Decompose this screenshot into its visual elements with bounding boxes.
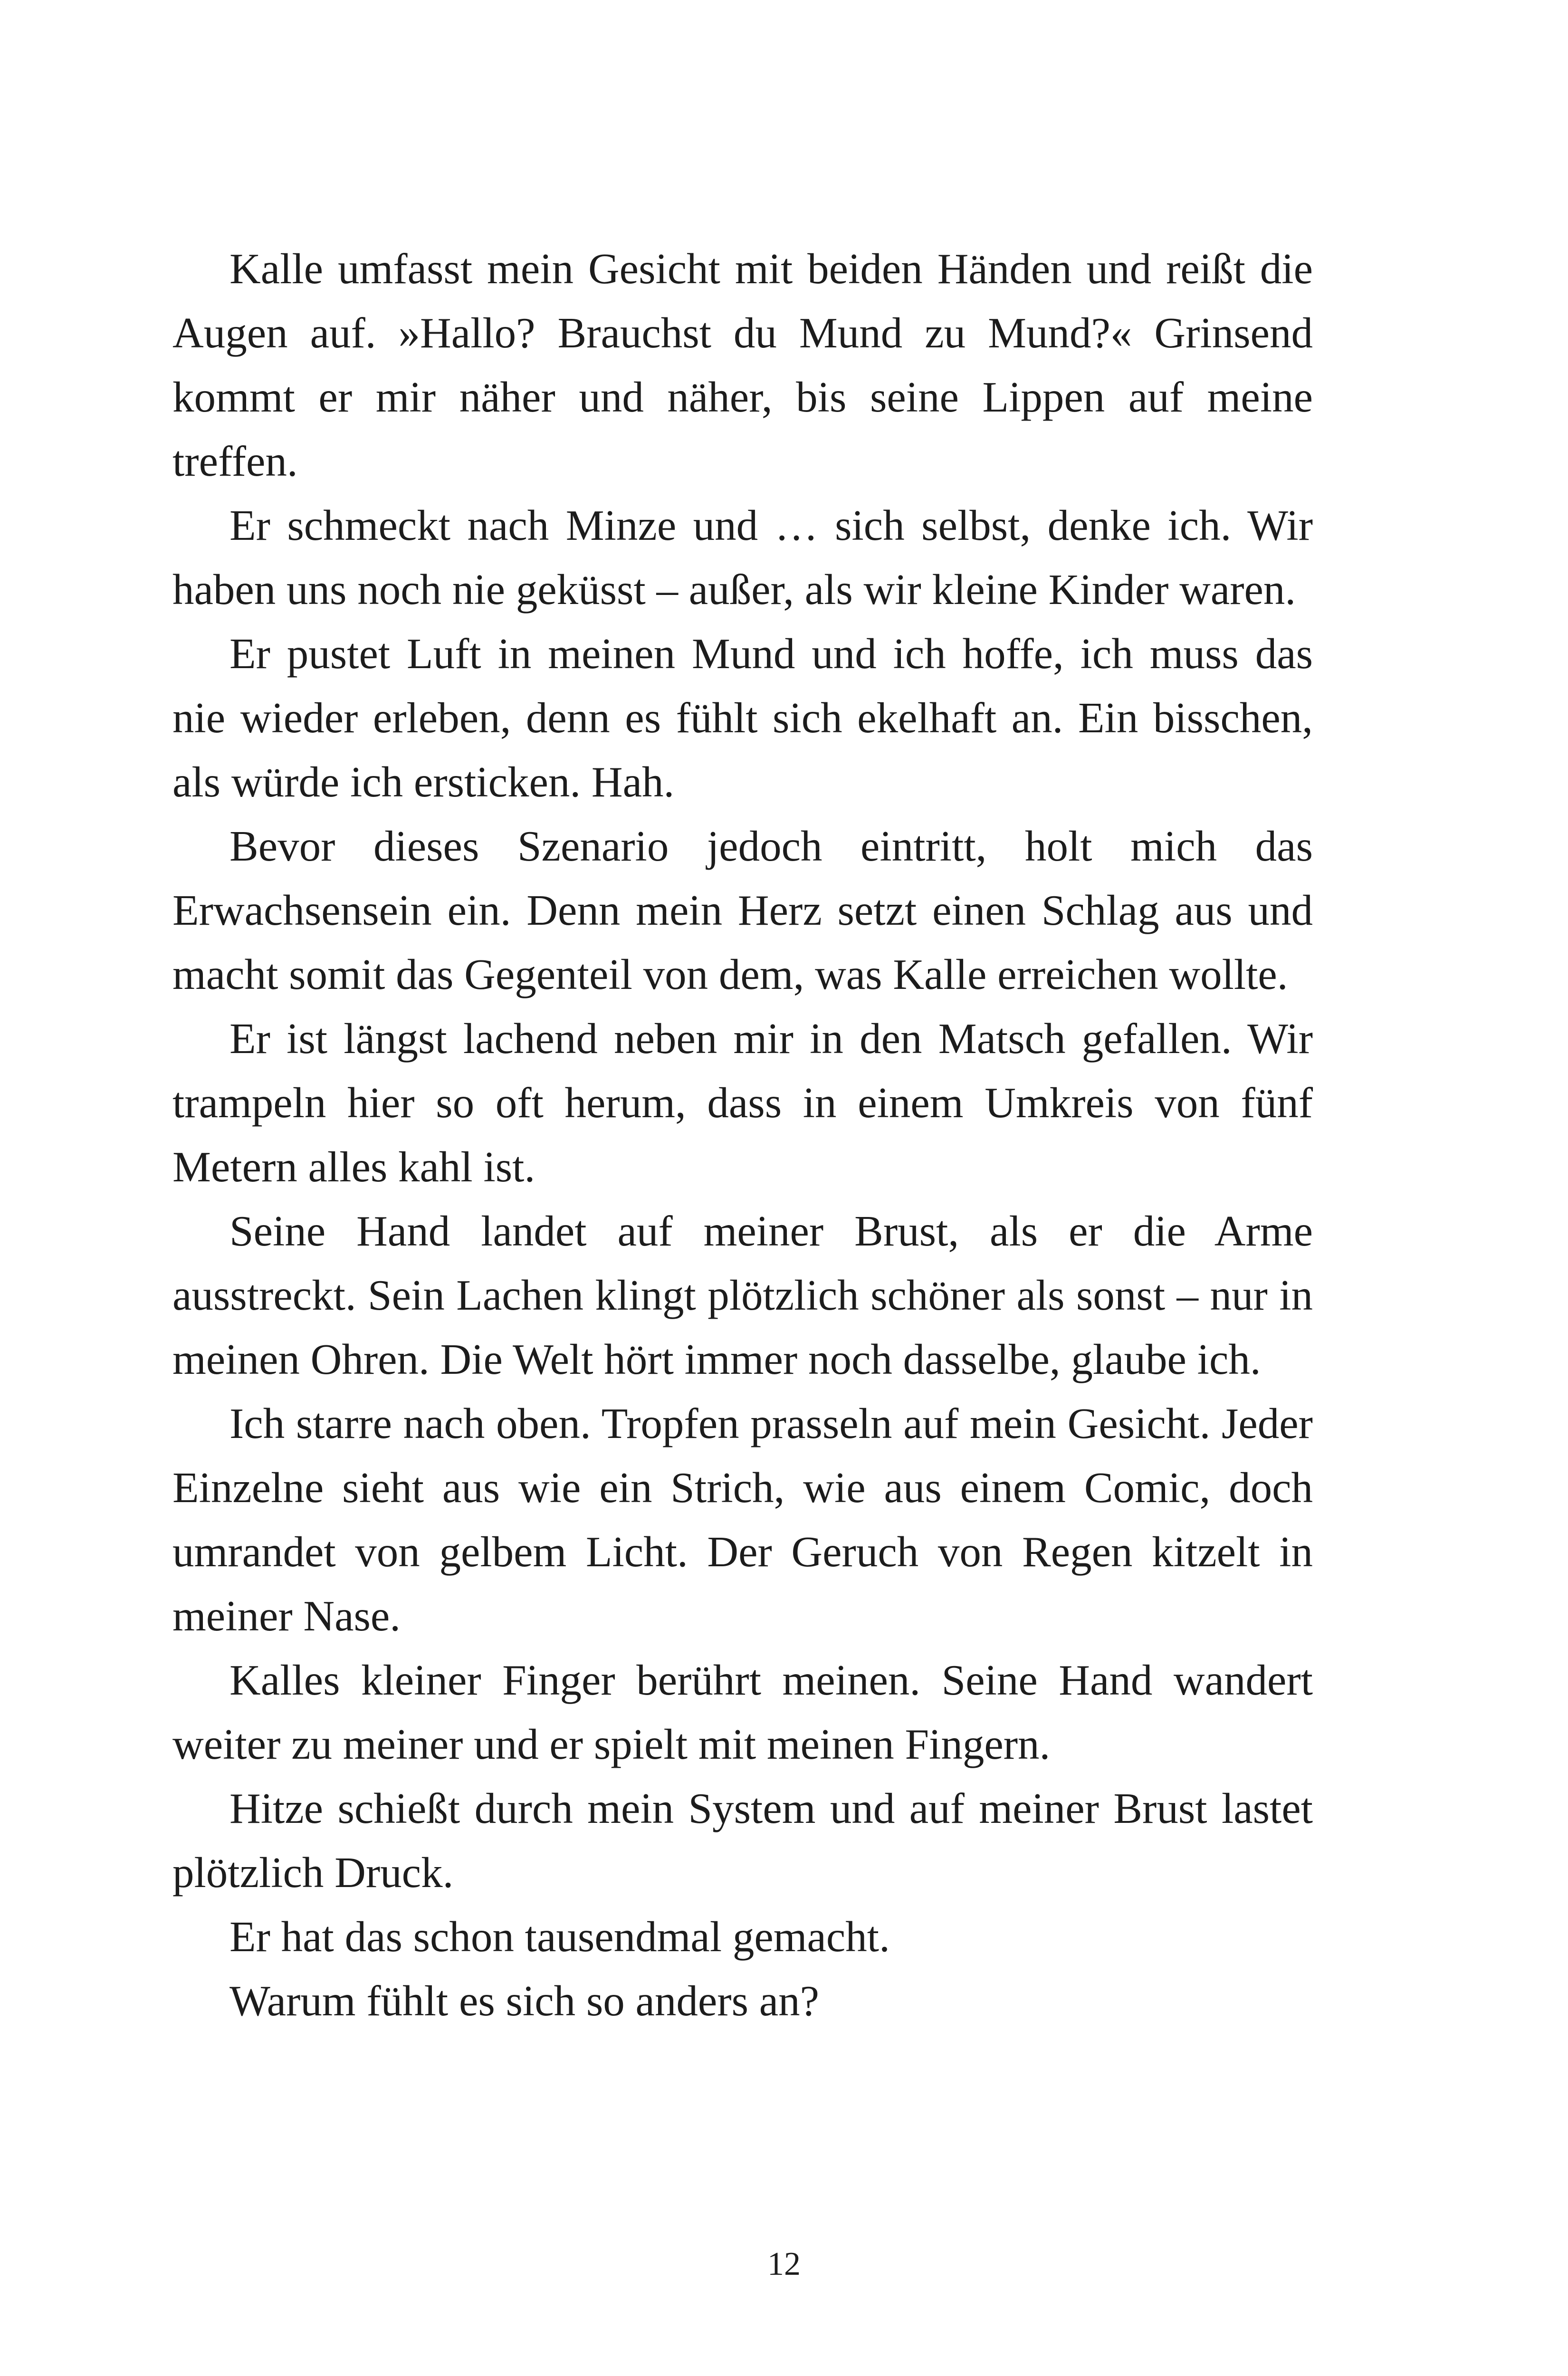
paragraph: Er schmeckt nach Minze und … sich selbst, denke ich. Wir haben uns noch nie geküsst – außer, als wir kleine Kinder waren. bbox=[172, 501, 1313, 613]
paragraph: Er pustet Luft in meinen Mund und ich hoffe, ich muss das nie wieder erleben, denn es fühlt sich ekelhaft an. Ein bisschen, als würde ich ersticken. Hah. bbox=[172, 630, 1313, 806]
paragraph: Er hat das schon tausendmal gemacht. bbox=[229, 1913, 890, 1961]
paragraph: Bevor dieses Szenario jedoch eintritt, holt mich das Erwachsensein ein. Denn mein Herz setzt einen Schlag aus und macht somit das Gegenteil von dem, was Kalle erreichen wollte. bbox=[172, 822, 1313, 998]
paragraph: Kalle umfasst mein Gesicht mit beiden Händen und reißt die Augen auf. »Hallo? Brauchst du Mund zu Mund?« Grinsend kommt er mir näher und näher, bis seine Lippen auf meine treffen. bbox=[172, 245, 1313, 485]
paragraph: Kalles kleiner Finger berührt meinen. Seine Hand wandert weiter zu meiner und er spielt mit meinen Fingern. bbox=[172, 1656, 1313, 1768]
paragraph: Ich starre nach oben. Tropfen prasseln auf mein Gesicht. Jeder Einzelne sieht aus wie ein Strich, wie aus einem Comic, doch umrandet von gelbem Licht. Der Geruch von Regen kitzelt in meiner Nase. bbox=[172, 1399, 1313, 1640]
paragraph: Hitze schießt durch mein System und auf meiner Brust lastet plötzlich Druck. bbox=[172, 1784, 1313, 1897]
paragraph: Warum fühlt es sich so anders an? bbox=[229, 1977, 820, 2025]
paragraph: Er ist längst lachend neben mir in den Matsch gefallen. Wir trampeln hier so oft herum, dass in einem Umkreis von fünf Metern alles kahl ist. bbox=[172, 1015, 1313, 1191]
page-number: 12 bbox=[767, 2246, 801, 2282]
paragraph: Seine Hand landet auf meiner Brust, als er die Arme ausstreckt. Sein Lachen klingt plötzlich schöner als sonst – nur in meinen Ohren. Die Welt hört immer noch dasselbe, glaube ich. bbox=[172, 1207, 1313, 1383]
body-text bbox=[172, 237, 1313, 2033]
